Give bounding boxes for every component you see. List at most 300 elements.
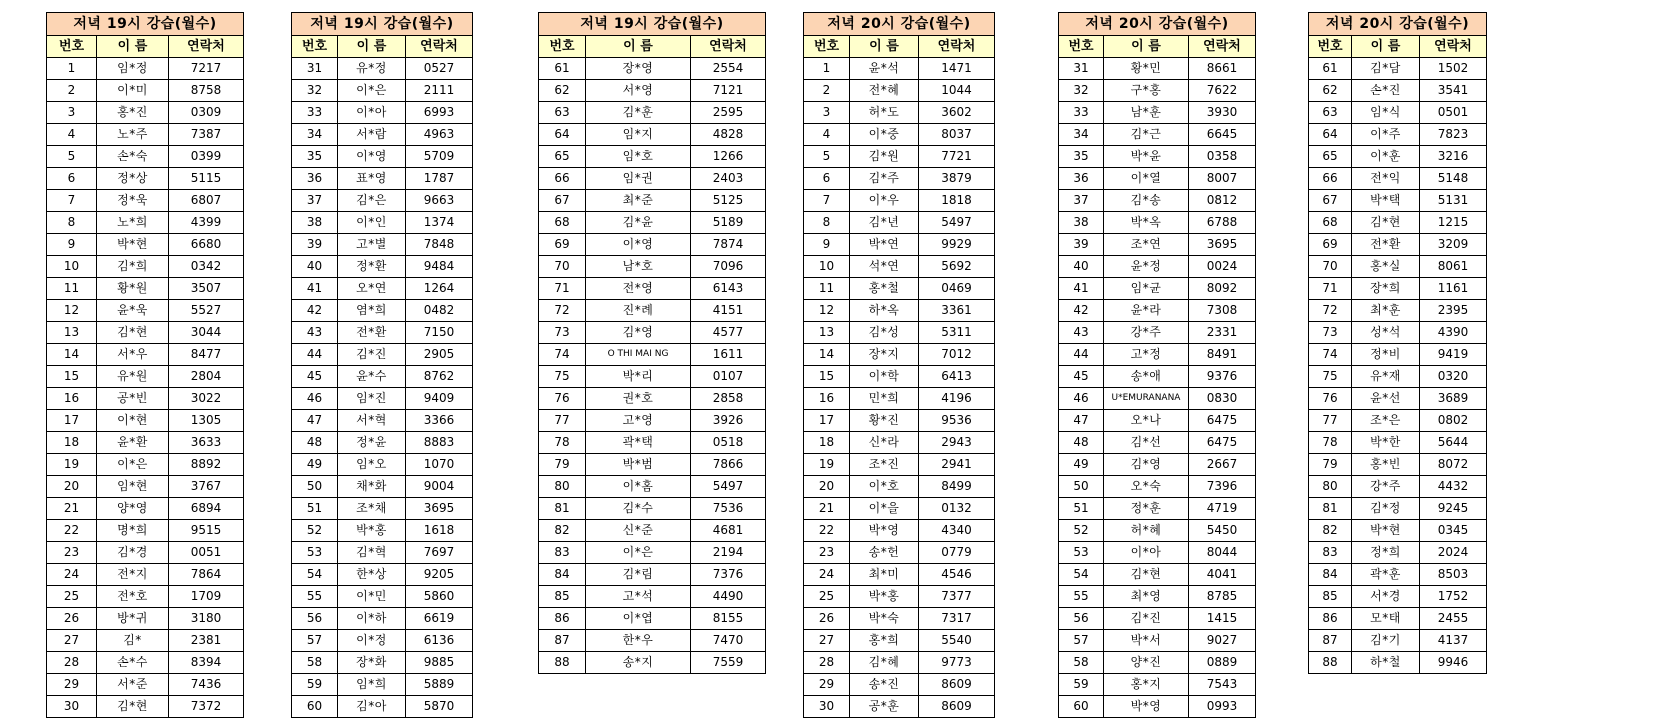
row-number-cell: 21 <box>47 498 97 520</box>
phone-cell: 1070 <box>406 454 473 476</box>
name-cell: 오*나 <box>1104 410 1189 432</box>
phone-cell: 8155 <box>691 608 766 630</box>
phone-cell: 1611 <box>691 344 766 366</box>
phone-cell: 8044 <box>1189 542 1256 564</box>
name-cell: 박*서 <box>1104 630 1189 652</box>
phone-cell: 9205 <box>406 564 473 586</box>
table-row <box>804 388 995 410</box>
name-cell: 이*은 <box>97 454 169 476</box>
name-cell: 김*송 <box>1104 190 1189 212</box>
name-cell: 이*은 <box>586 542 691 564</box>
table-row <box>539 190 766 212</box>
name-cell: 박*연 <box>850 234 919 256</box>
table-row <box>804 432 995 454</box>
name-cell: 한*상 <box>338 564 406 586</box>
row-number-cell: 67 <box>1309 190 1352 212</box>
name-cell: 김*희 <box>97 256 169 278</box>
name-cell: 서*준 <box>97 674 169 696</box>
table-row <box>1309 476 1487 498</box>
table-row <box>804 278 995 300</box>
table-row <box>292 608 473 630</box>
phone-cell: 7436 <box>169 674 244 696</box>
row-number-cell: 10 <box>804 256 850 278</box>
phone-cell: 3695 <box>1189 234 1256 256</box>
row-number-cell: 28 <box>47 652 97 674</box>
column-header-phone: 연락처 <box>1189 36 1256 58</box>
name-cell: 임*정 <box>97 58 169 80</box>
phone-cell: 0518 <box>691 432 766 454</box>
phone-cell: 4137 <box>1420 630 1487 652</box>
row-number-cell: 12 <box>804 300 850 322</box>
row-number-cell: 34 <box>1059 124 1104 146</box>
table-row <box>804 344 995 366</box>
name-cell: 손*숙 <box>97 146 169 168</box>
phone-cell: 2455 <box>1420 608 1487 630</box>
table-row <box>804 256 995 278</box>
phone-cell: 3602 <box>919 102 995 124</box>
name-cell: 최*준 <box>586 190 691 212</box>
table-title: 저녁 19시 강습(월수) <box>47 13 244 36</box>
table-row <box>804 476 995 498</box>
table-row <box>292 102 473 124</box>
phone-cell: 3216 <box>1420 146 1487 168</box>
table-row <box>539 366 766 388</box>
name-cell: 노*주 <box>97 124 169 146</box>
table-row <box>1059 278 1256 300</box>
roster-table <box>803 12 995 718</box>
table-row <box>1309 608 1487 630</box>
column-header-name: 이 름 <box>1104 36 1189 58</box>
phone-cell: 1374 <box>406 212 473 234</box>
name-cell: 박*영 <box>850 520 919 542</box>
table-row <box>1309 520 1487 542</box>
phone-cell: 3879 <box>919 168 995 190</box>
table-row <box>1309 190 1487 212</box>
table-row <box>804 80 995 102</box>
table-row <box>1059 80 1256 102</box>
row-number-cell: 54 <box>292 564 338 586</box>
row-number-cell: 48 <box>292 432 338 454</box>
phone-cell: 3366 <box>406 410 473 432</box>
name-cell: 서*혁 <box>338 410 406 432</box>
table-row <box>292 432 473 454</box>
row-number-cell: 71 <box>1309 278 1352 300</box>
name-cell: 서*경 <box>1352 586 1420 608</box>
phone-cell: 7308 <box>1189 300 1256 322</box>
row-number-cell: 73 <box>539 322 586 344</box>
table-row <box>1059 674 1256 696</box>
table-row <box>1059 432 1256 454</box>
row-number-cell: 67 <box>539 190 586 212</box>
row-number-cell: 16 <box>47 388 97 410</box>
phone-cell: 2111 <box>406 80 473 102</box>
phone-cell: 5189 <box>691 212 766 234</box>
name-cell: 정*비 <box>1352 344 1420 366</box>
table-row <box>47 696 244 718</box>
name-cell: 이*주 <box>1352 124 1420 146</box>
phone-cell: 0812 <box>1189 190 1256 212</box>
name-cell: 장*화 <box>338 652 406 674</box>
row-number-cell: 18 <box>47 432 97 454</box>
row-number-cell: 73 <box>1309 322 1352 344</box>
table-row <box>804 102 995 124</box>
table-row <box>1309 432 1487 454</box>
table-row <box>539 542 766 564</box>
phone-cell: 6993 <box>406 102 473 124</box>
roster-table <box>46 12 244 718</box>
phone-cell: 5644 <box>1420 432 1487 454</box>
table-row <box>1309 498 1487 520</box>
table-row <box>1309 366 1487 388</box>
name-cell: 하*철 <box>1352 652 1420 674</box>
column-header-no: 번호 <box>539 36 586 58</box>
row-number-cell: 37 <box>292 190 338 212</box>
phone-cell: 2943 <box>919 432 995 454</box>
name-cell: 홍*실 <box>1352 256 1420 278</box>
row-number-cell: 18 <box>804 432 850 454</box>
phone-cell: 0482 <box>406 300 473 322</box>
phone-cell: 0399 <box>169 146 244 168</box>
phone-cell: 9885 <box>406 652 473 674</box>
row-number-cell: 78 <box>539 432 586 454</box>
name-cell: 송*헌 <box>850 542 919 564</box>
row-number-cell: 3 <box>47 102 97 124</box>
phone-cell: 6475 <box>1189 432 1256 454</box>
table-row <box>804 212 995 234</box>
row-number-cell: 4 <box>47 124 97 146</box>
table-row <box>292 278 473 300</box>
table-row <box>804 608 995 630</box>
table-row <box>1059 124 1256 146</box>
table-row <box>539 234 766 256</box>
table-row <box>804 498 995 520</box>
table-row <box>1309 212 1487 234</box>
row-number-cell: 82 <box>539 520 586 542</box>
row-number-cell: 57 <box>1059 630 1104 652</box>
table-row <box>1059 322 1256 344</box>
phone-cell: 6619 <box>406 608 473 630</box>
phone-cell: 6807 <box>169 190 244 212</box>
name-cell: 한*우 <box>586 630 691 652</box>
name-cell: 홍*빈 <box>1352 454 1420 476</box>
row-number-cell: 14 <box>804 344 850 366</box>
phone-cell: 0107 <box>691 366 766 388</box>
table-row <box>292 630 473 652</box>
table-row <box>539 212 766 234</box>
table-row <box>539 630 766 652</box>
name-cell: 김*경 <box>97 542 169 564</box>
table-row <box>292 212 473 234</box>
table-row <box>292 564 473 586</box>
phone-cell: 7543 <box>1189 674 1256 696</box>
name-cell: 이*영 <box>338 146 406 168</box>
row-number-cell: 70 <box>539 256 586 278</box>
table-row <box>1309 58 1487 80</box>
table-row <box>292 696 473 718</box>
phone-cell: 5131 <box>1420 190 1487 212</box>
row-number-cell: 58 <box>1059 652 1104 674</box>
row-number-cell: 85 <box>539 586 586 608</box>
row-number-cell: 42 <box>292 300 338 322</box>
table-row <box>539 256 766 278</box>
row-number-cell: 2 <box>47 80 97 102</box>
row-number-cell: 22 <box>47 520 97 542</box>
name-cell: 허*도 <box>850 102 919 124</box>
name-cell: 박*한 <box>1352 432 1420 454</box>
phone-cell: 1818 <box>919 190 995 212</box>
table-row <box>1059 454 1256 476</box>
table-row <box>292 80 473 102</box>
phone-cell: 3507 <box>169 278 244 300</box>
name-cell: 장*영 <box>586 58 691 80</box>
name-cell: 이*홈 <box>586 476 691 498</box>
table-row <box>1309 168 1487 190</box>
table-row <box>804 564 995 586</box>
name-cell: 이*아 <box>338 102 406 124</box>
table-row <box>1059 234 1256 256</box>
name-cell: 조*은 <box>1352 410 1420 432</box>
row-number-cell: 85 <box>1309 586 1352 608</box>
row-number-cell: 80 <box>539 476 586 498</box>
name-cell: 이*은 <box>338 80 406 102</box>
row-number-cell: 19 <box>47 454 97 476</box>
name-cell: 임*희 <box>338 674 406 696</box>
table-row <box>47 344 244 366</box>
row-number-cell: 1 <box>47 58 97 80</box>
row-number-cell: 2 <box>804 80 850 102</box>
name-cell: 이*을 <box>850 498 919 520</box>
name-cell: 송*지 <box>586 652 691 674</box>
phone-cell: 2194 <box>691 542 766 564</box>
row-number-cell: 65 <box>539 146 586 168</box>
table-row <box>292 58 473 80</box>
row-number-cell: 63 <box>539 102 586 124</box>
phone-cell: 0889 <box>1189 652 1256 674</box>
phone-cell: 6136 <box>406 630 473 652</box>
phone-cell: 7697 <box>406 542 473 564</box>
row-number-cell: 50 <box>1059 476 1104 498</box>
row-number-cell: 52 <box>292 520 338 542</box>
phone-cell: 4390 <box>1420 322 1487 344</box>
table-row <box>47 498 244 520</box>
table-row <box>292 674 473 696</box>
name-cell: 이*하 <box>338 608 406 630</box>
phone-cell: 3541 <box>1420 80 1487 102</box>
table-row <box>804 696 995 718</box>
name-cell: 황*원 <box>97 278 169 300</box>
table-row <box>292 168 473 190</box>
name-cell: 김*혜 <box>850 652 919 674</box>
phone-cell: 8037 <box>919 124 995 146</box>
row-number-cell: 56 <box>1059 608 1104 630</box>
phone-cell: 2905 <box>406 344 473 366</box>
table-row <box>1059 630 1256 652</box>
column-header-name: 이 름 <box>97 36 169 58</box>
row-number-cell: 77 <box>539 410 586 432</box>
table-row <box>292 234 473 256</box>
row-number-cell: 35 <box>1059 146 1104 168</box>
phone-cell: 5692 <box>919 256 995 278</box>
phone-cell: 8092 <box>1189 278 1256 300</box>
table-row <box>47 300 244 322</box>
row-number-cell: 19 <box>804 454 850 476</box>
table-row <box>539 322 766 344</box>
name-cell: 최*영 <box>1104 586 1189 608</box>
table-row <box>804 674 995 696</box>
phone-cell: 4577 <box>691 322 766 344</box>
table-row <box>1059 520 1256 542</box>
row-number-cell: 9 <box>804 234 850 256</box>
row-number-cell: 13 <box>47 322 97 344</box>
table-row <box>47 322 244 344</box>
table-row <box>1059 388 1256 410</box>
table-row <box>47 630 244 652</box>
row-number-cell: 33 <box>292 102 338 124</box>
table-row <box>1059 410 1256 432</box>
name-cell: 박*현 <box>1352 520 1420 542</box>
table-row <box>47 652 244 674</box>
table-row <box>1309 542 1487 564</box>
table-row <box>539 278 766 300</box>
table-row <box>47 190 244 212</box>
name-cell: 서*우 <box>97 344 169 366</box>
table-row <box>804 168 995 190</box>
phone-cell: 8762 <box>406 366 473 388</box>
name-cell: 정*희 <box>1352 542 1420 564</box>
phone-cell: 3209 <box>1420 234 1487 256</box>
table-row <box>804 322 995 344</box>
phone-cell: 4719 <box>1189 498 1256 520</box>
name-cell: 이*우 <box>850 190 919 212</box>
table-row <box>804 124 995 146</box>
name-cell: 곽*훈 <box>1352 564 1420 586</box>
name-cell: 이*엽 <box>586 608 691 630</box>
row-number-cell: 46 <box>1059 388 1104 410</box>
name-cell: 정*상 <box>97 168 169 190</box>
phone-cell: 1215 <box>1420 212 1487 234</box>
phone-cell: 8609 <box>919 674 995 696</box>
name-cell: 정*욱 <box>97 190 169 212</box>
row-number-cell: 55 <box>292 586 338 608</box>
name-cell: 전*익 <box>1352 168 1420 190</box>
phone-cell: 7721 <box>919 146 995 168</box>
row-number-cell: 50 <box>292 476 338 498</box>
row-number-cell: 61 <box>539 58 586 80</box>
table-row <box>804 454 995 476</box>
table-row <box>1059 476 1256 498</box>
table-row <box>1059 498 1256 520</box>
phone-cell: 2595 <box>691 102 766 124</box>
name-cell: 전*영 <box>586 278 691 300</box>
row-number-cell: 20 <box>47 476 97 498</box>
row-number-cell: 11 <box>47 278 97 300</box>
phone-cell: 7536 <box>691 498 766 520</box>
name-cell: 박*옥 <box>1104 212 1189 234</box>
row-number-cell: 27 <box>47 630 97 652</box>
name-cell: 이*열 <box>1104 168 1189 190</box>
name-cell: 서*람 <box>338 124 406 146</box>
phone-cell: 3930 <box>1189 102 1256 124</box>
table-row <box>1059 608 1256 630</box>
name-cell: 윤*선 <box>1352 388 1420 410</box>
phone-cell: 3689 <box>1420 388 1487 410</box>
phone-cell: 0345 <box>1420 520 1487 542</box>
row-number-cell: 76 <box>1309 388 1352 410</box>
name-cell: 최*미 <box>850 564 919 586</box>
phone-cell: 9409 <box>406 388 473 410</box>
row-number-cell: 74 <box>1309 344 1352 366</box>
name-cell: 이*영 <box>586 234 691 256</box>
table-row <box>47 168 244 190</box>
phone-cell: 9929 <box>919 234 995 256</box>
row-number-cell: 32 <box>1059 80 1104 102</box>
row-number-cell: 70 <box>1309 256 1352 278</box>
row-number-cell: 75 <box>539 366 586 388</box>
row-number-cell: 24 <box>47 564 97 586</box>
row-number-cell: 53 <box>292 542 338 564</box>
name-cell: 박*택 <box>1352 190 1420 212</box>
name-cell: 홍*지 <box>1104 674 1189 696</box>
name-cell: 이*현 <box>97 410 169 432</box>
table-row <box>1059 300 1256 322</box>
phone-cell: 2804 <box>169 366 244 388</box>
row-number-cell: 64 <box>1309 124 1352 146</box>
name-cell: 김*림 <box>586 564 691 586</box>
row-number-cell: 31 <box>1059 58 1104 80</box>
name-cell: 이*인 <box>338 212 406 234</box>
table-row <box>1059 102 1256 124</box>
row-number-cell: 31 <box>292 58 338 80</box>
phone-cell: 1618 <box>406 520 473 542</box>
table-row <box>1309 234 1487 256</box>
row-number-cell: 36 <box>1059 168 1104 190</box>
table-row <box>539 300 766 322</box>
phone-cell: 1266 <box>691 146 766 168</box>
name-cell: 전*호 <box>97 586 169 608</box>
phone-cell: 4828 <box>691 124 766 146</box>
phone-cell: 1787 <box>406 168 473 190</box>
row-number-cell: 15 <box>804 366 850 388</box>
row-number-cell: 38 <box>292 212 338 234</box>
table-row <box>539 388 766 410</box>
table-row <box>539 146 766 168</box>
row-number-cell: 48 <box>1059 432 1104 454</box>
name-cell: 양*진 <box>1104 652 1189 674</box>
table-row <box>47 564 244 586</box>
table-row <box>1059 146 1256 168</box>
name-cell: 김*훈 <box>586 102 691 124</box>
row-number-cell: 72 <box>539 300 586 322</box>
phone-cell: 9376 <box>1189 366 1256 388</box>
row-number-cell: 39 <box>292 234 338 256</box>
table-row <box>292 652 473 674</box>
table-title: 저녁 19시 강습(월수) <box>292 13 473 36</box>
phone-cell: 2667 <box>1189 454 1256 476</box>
name-cell: 조*채 <box>338 498 406 520</box>
name-cell: 하*옥 <box>850 300 919 322</box>
row-number-cell: 5 <box>804 146 850 168</box>
row-number-cell: 64 <box>539 124 586 146</box>
row-number-cell: 45 <box>1059 366 1104 388</box>
table-row <box>292 146 473 168</box>
table-row <box>47 80 244 102</box>
row-number-cell: 49 <box>1059 454 1104 476</box>
table-row <box>1059 256 1256 278</box>
row-number-cell: 60 <box>292 696 338 718</box>
phone-cell: 0309 <box>169 102 244 124</box>
row-number-cell: 15 <box>47 366 97 388</box>
row-number-cell: 37 <box>1059 190 1104 212</box>
